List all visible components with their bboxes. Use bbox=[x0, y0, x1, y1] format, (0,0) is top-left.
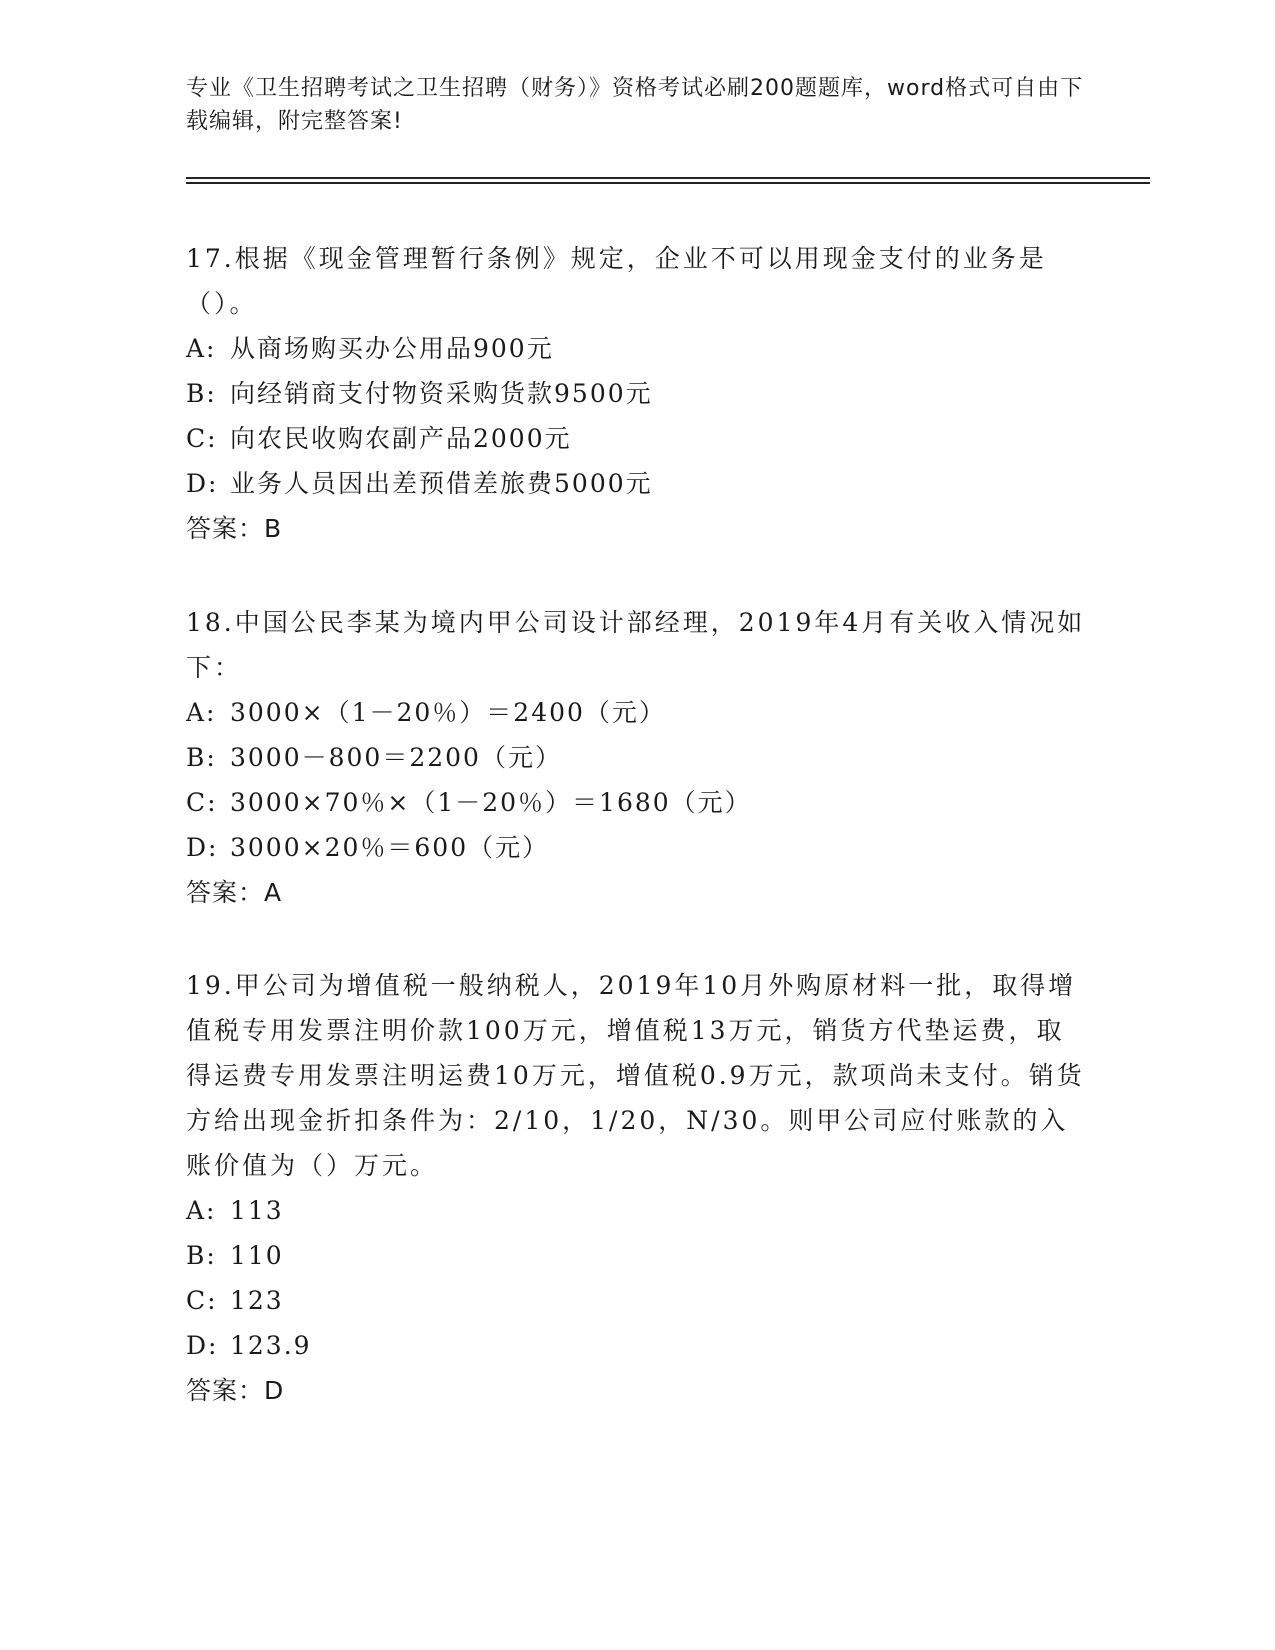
question-18 bbox=[186, 600, 1086, 916]
option-a bbox=[186, 1188, 1086, 1233]
option-label: D: bbox=[186, 469, 219, 498]
option-text: 3000×（1－20％）＝2400（元） bbox=[230, 698, 666, 727]
option-label: C: bbox=[186, 424, 218, 453]
question-17 bbox=[186, 236, 1086, 552]
document-header: 专业《卫生招聘考试之卫生招聘（财务）》资格考试必刷200题题库，word格式可自由下载编辑，附完整答案! bbox=[186, 76, 1084, 134]
answer: 答案：D bbox=[186, 1376, 285, 1405]
option-label: A: bbox=[186, 334, 217, 363]
option-c bbox=[186, 780, 1086, 825]
header-divider-top bbox=[186, 177, 1150, 179]
option-label: D: bbox=[186, 833, 219, 862]
option-d bbox=[186, 1323, 1086, 1368]
question-19 bbox=[186, 963, 1086, 1414]
option-text: 向农民收购农副产品2000元 bbox=[230, 424, 572, 453]
question-stem: 17.根据《现金管理暂行条例》规定，企业不可以用现金支付的业务是（）。 bbox=[186, 244, 1047, 318]
option-text: 113 bbox=[230, 1196, 284, 1225]
option-label: C: bbox=[186, 788, 218, 817]
option-label: A: bbox=[186, 1196, 217, 1225]
answer: 答案：B bbox=[186, 514, 283, 543]
option-label: B: bbox=[186, 1241, 217, 1270]
option-c bbox=[186, 1278, 1086, 1323]
question-stem: 18.中国公民李某为境内甲公司设计部经理，2019年4月有关收入情况如下： bbox=[186, 608, 1086, 682]
option-text: 3000×20％＝600（元） bbox=[230, 833, 550, 862]
option-a bbox=[186, 690, 1086, 735]
option-label: A: bbox=[186, 698, 217, 727]
option-text: 业务人员因出差预借差旅费5000元 bbox=[230, 469, 653, 498]
answer: 答案：A bbox=[186, 878, 283, 907]
option-d bbox=[186, 825, 1086, 870]
option-text: 123.9 bbox=[230, 1331, 312, 1360]
option-label: C: bbox=[186, 1286, 218, 1315]
option-d bbox=[186, 461, 1086, 506]
option-b bbox=[186, 1233, 1086, 1278]
option-text: 110 bbox=[230, 1241, 284, 1270]
option-a bbox=[186, 326, 1086, 371]
option-text: 123 bbox=[230, 1286, 284, 1315]
option-b bbox=[186, 371, 1086, 416]
option-text: 向经销商支付物资采购货款9500元 bbox=[230, 379, 653, 408]
option-text: 从商场购买办公用品900元 bbox=[230, 334, 554, 363]
option-text: 3000－800＝2200（元） bbox=[230, 743, 562, 772]
option-label: B: bbox=[186, 743, 217, 772]
option-label: B: bbox=[186, 379, 217, 408]
option-b bbox=[186, 735, 1086, 780]
option-text: 3000×70％×（1－20％）＝1680（元） bbox=[230, 788, 752, 817]
option-label: D: bbox=[186, 1331, 219, 1360]
header-divider-bottom bbox=[186, 182, 1150, 184]
option-c bbox=[186, 416, 1086, 461]
question-stem: 19.甲公司为增值税一般纳税人，2019年10月外购原材料一批，取得增值税专用发票注明价款100万元，增值税13万元，销货方代垫运费，取得运费专用发票注明运费10万元，增值税0.9万元，款项尚未支付。销货方给出现金折扣条件为：2/10，1/20，N/30。则甲公司应付账款的入账价值为（）万元。 bbox=[186, 971, 1085, 1180]
